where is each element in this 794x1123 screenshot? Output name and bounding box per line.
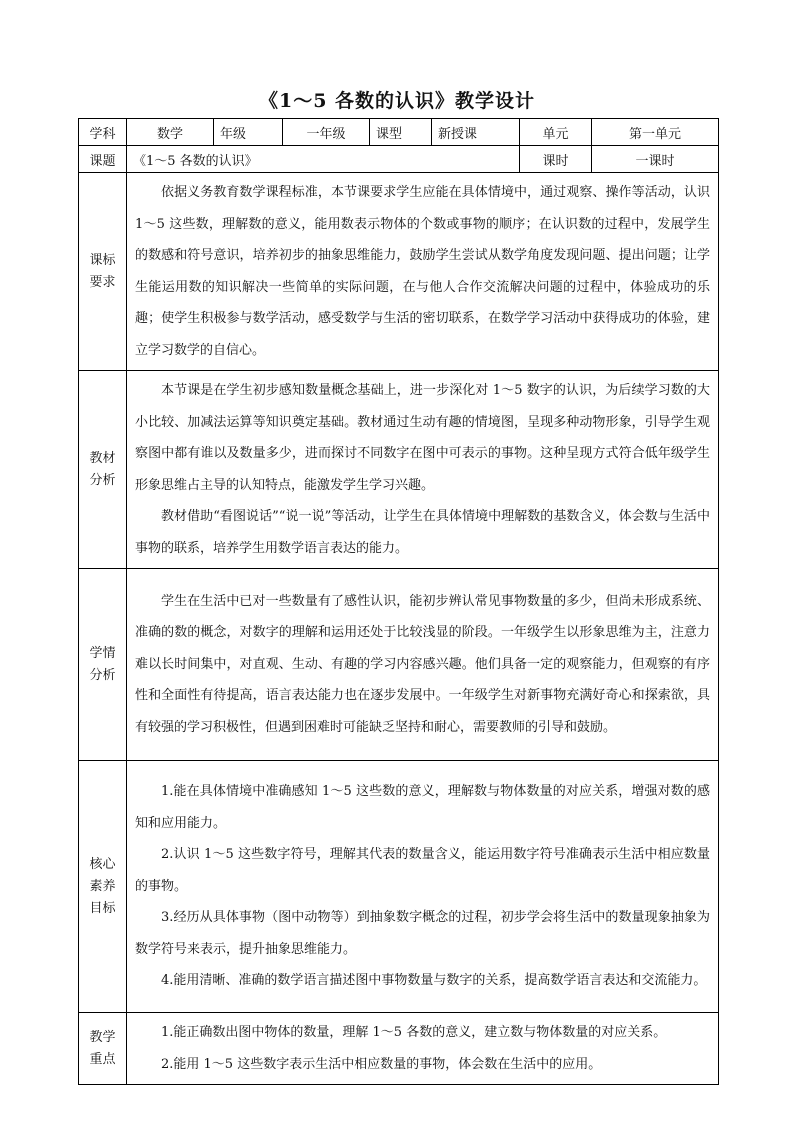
lesson-plan-table: [78, 118, 719, 1085]
textbook-label: 教材分析: [79, 371, 127, 569]
curriculum-row: [79, 173, 719, 371]
learners-label: 学情分析: [79, 569, 127, 761]
topic-label: 课题: [79, 146, 127, 173]
focus-content: [127, 1013, 719, 1085]
curriculum-content: [127, 173, 719, 371]
unit-value: 第一单元: [592, 119, 719, 146]
topic-value: 《1～5 各数的认识》: [127, 146, 520, 173]
subject-label: 学科: [79, 119, 127, 146]
focus-item: 1.能正确数出图中物体的数量，理解 1～5 各数的意义，建立数与物体数量的对应关系。: [161, 1025, 667, 1040]
learners-row: [79, 569, 719, 761]
period-label: 课时: [520, 146, 592, 173]
unit-label: 单元: [520, 119, 592, 146]
learners-content: [127, 569, 719, 761]
learners-paragraph: 学生在生活中已对一些数量有了感性认识，能初步辨认常见事物数量的多少，但尚未形成系统、准确的数的概念，对数字的理解和运用还处于比较浅显的阶段。一年级学生以形象思维为主，注意力难以长时间集中，对直观、生动、有趣的学习内容感兴趣。他们具备一定的观察能力，但观察的有序性和全面性有待提高，语言表达能力也在逐步发展中。一年级学生对新事物充满好奇心和探索欲，具有较强的学习积极性，但遇到困难时可能缺乏坚持和耐心，需要教师的引导和鼓励。: [135, 593, 710, 735]
goal-item: 4.能用清晰、准确的数学语言描述图中事物数量与数字的关系，提高数学语言表达和交流能力。: [161, 973, 707, 989]
type-label: 课型: [370, 119, 432, 146]
focus-item: 2.能用 1～5 这些数字表示生活中相应数量的事物，体会数在生活中的应用。: [161, 1056, 602, 1072]
focus-row: [79, 1013, 719, 1085]
info-row: [79, 119, 719, 146]
goal-item: 3.经历从具体事物（图中动物等）到抽象数字概念的过程，初步学会将生活中的数量现象抽象为数学符号来表示，提升抽象思维能力。: [135, 910, 710, 957]
curriculum-paragraph: 依据义务教育数学课程标准，本节课要求学生应能在具体情境中，通过观察、操作等活动，认识 1～5 这些数，理解数的意义，能用数表示物体的个数或事物的顺序；在认识数的过程中，发展学生的数感和符号意识，培养初步的抽象思维能力，鼓励学生尝试从数学角度发现问题、提出问题；让学生能运用数的知识解决一些简单的实际问题，在与他人合作交流解决问题的过程中，体验成功的乐趣；使学生积极参与数学活动，感受数学与生活的密切联系，在数学学习活动中获得成功的体验，建立学习数学的自信心。: [135, 185, 710, 358]
textbook-content: [127, 371, 719, 569]
curriculum-label: 课标要求: [79, 173, 127, 371]
topic-row: [79, 146, 719, 173]
page-title: 《1～5 各数的认识》教学设计: [258, 90, 536, 112]
textbook-paragraph: 本节课是在学生初步感知数量概念基础上，进一步深化对 1～5 数字的认识，为后续学习数的大小比较、加减法运算等知识奠定基础。教材通过生动有趣的情境图，呈现多种动物形象，引导学生观察图中都有谁以及数量多少，进而探讨不同数字在图中可表示的事物。这种呈现方式符合低年级学生形象思维占主导的认知特点，能激发学生学习兴趣。: [135, 383, 710, 493]
goal-item: 1.能在具体情境中准确感知 1～5 这些数的意义，理解数与物体数量的对应关系，增强对数的感知和应用能力。: [135, 784, 710, 831]
goal-item: 2.认识 1～5 这些数字符号，理解其代表的数量含义，能运用数字符号准确表示生活中相应数量的事物。: [135, 847, 710, 894]
subject-value: 数学: [127, 119, 214, 146]
period-value: 一课时: [592, 146, 719, 173]
focus-label: 教学重点: [79, 1013, 127, 1085]
textbook-paragraph: 教材借助“看图说话”“说一说”等活动，让学生在具体情境中理解数的基数含义，体会数与生活中事物的联系，培养学生用数学语言表达的能力。: [135, 509, 710, 556]
goals-content: [127, 761, 719, 1013]
textbook-row: [79, 371, 719, 569]
goals-row: [79, 761, 719, 1013]
type-value: 新授课: [432, 119, 520, 146]
goals-label: 核心素养目标: [79, 761, 127, 1013]
grade-label: 年级: [214, 119, 283, 146]
grade-value: 一年级: [283, 119, 370, 146]
